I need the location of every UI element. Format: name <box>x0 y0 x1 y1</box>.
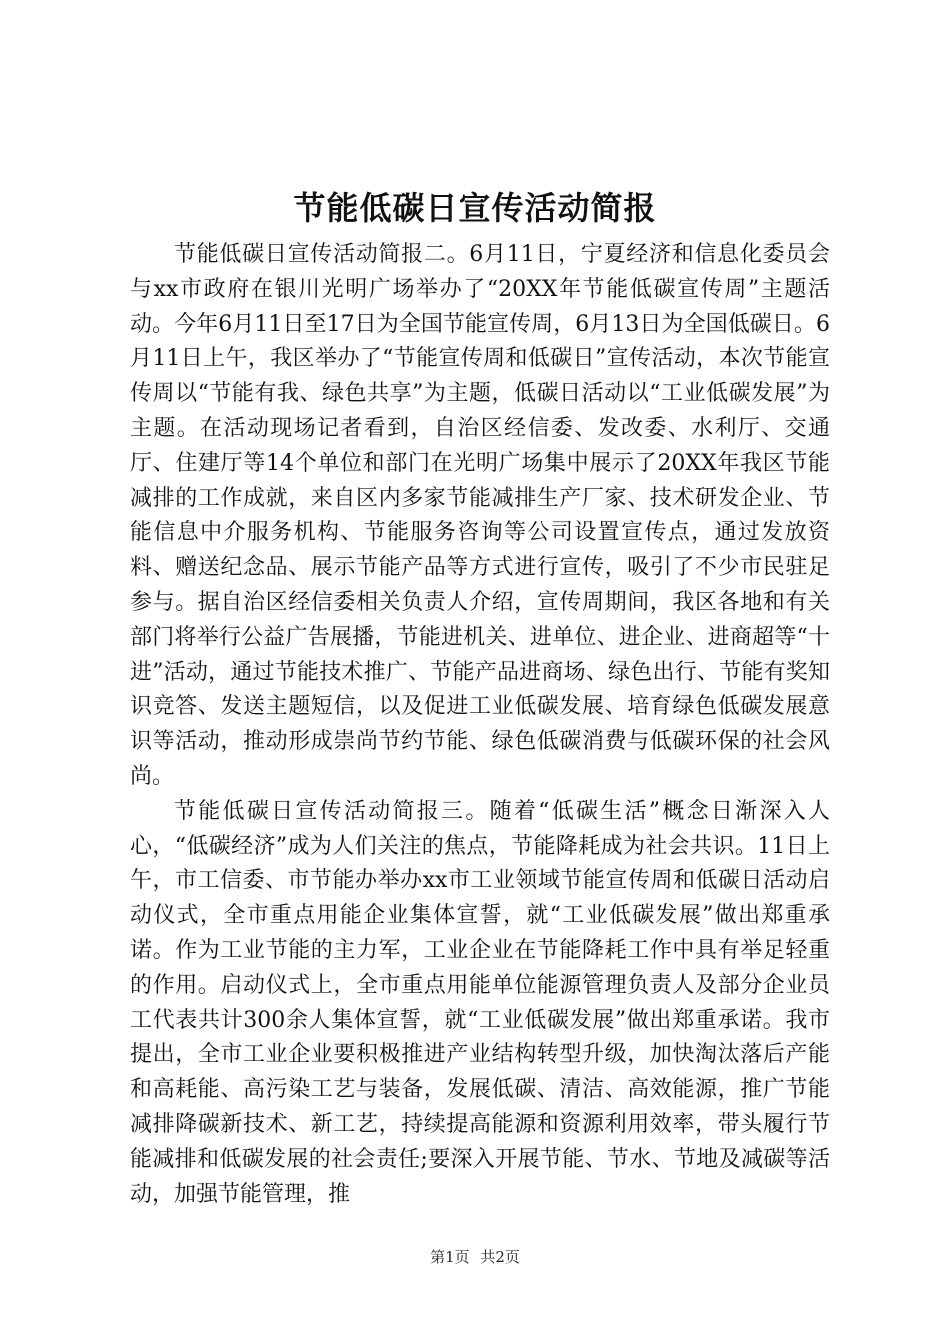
page-footer <box>0 1247 950 1267</box>
page-number: 第1页 <box>430 1248 470 1266</box>
page-total: 共2页 <box>480 1248 520 1266</box>
paragraph-briefing-three: 节能低碳日宣传活动简报三。随着“低碳生活”概念日渐深入人心，“低碳经济”成为人们关注的焦点，节能降耗成为社会共识。11日上午，市工信委、市节能办举办xx市工业领域节能宣传周和低碳日活动启动仪式，全市重点用能企业集体宣誓，就“工业低碳发展”做出郑重承诺。作为工业节能的主力军，工业企业在节能降耗工作中具有举足轻重的作用。启动仪式上，全市重点用能单位能源管理负责人及部分企业员工代表共计300余人集体宣誓，就“工业低碳发展”做出郑重承诺。我市提出，全市工业企业要积极推进产业结构转型升级，加快淘汰落后产能和高耗能、高污染工艺与装备，发展低碳、清洁、高效能源，推广节能减排降碳新技术、新工艺，持续提高能源和资源利用效率，带头履行节能减排和低碳发展的社会责任;要深入开展节能、节水、节地及减碳等活动，加强节能管理，推 <box>130 798 830 1207</box>
document-body <box>130 238 830 1212</box>
document-title: 节能低碳日宣传活动简报 <box>293 189 657 227</box>
paragraph-briefing-two: 节能低碳日宣传活动简报二。6月11日，宁夏经济和信息化委员会与xx市政府在银川光明广场举办了“20XX年节能低碳宣传周”主题活动。今年6月11日至17日为全国节能宣传周，6月13日为全国低碳日。6月11日上午，我区举办了“节能宣传周和低碳日”宣传活动，本次节能宣传周以“节能有我、绿色共享”为主题，低碳日活动以“工业低碳发展”为主题。在活动现场记者看到，自治区经信委、发改委、水利厅、交通厅、住建厅等14个单位和部门在光明广场集中展示了20XX年我区节能减排的工作成就，来自区内多家节能减排生产厂家、技术研发企业、节能信息中介服务机构、节能服务咨询等公司设置宣传点，通过发放资料、赠送纪念品、展示节能产品等方式进行宣传，吸引了不少市民驻足参与。据自治区经信委相关负责人介绍，宣传周期间，我区各地和有关部门将举行公益广告展播，节能进机关、进单位、进企业、进商超等“十进”活动，通过节能技术推广、节能产品进商场、绿色出行、节能有奖知识竞答、发送主题短信，以及促进工业低碳发展、培育绿色低碳发展意识等活动，推动形成崇尚节约节能、绿色低碳消费与低碳环保的社会风尚。 <box>130 242 830 789</box>
